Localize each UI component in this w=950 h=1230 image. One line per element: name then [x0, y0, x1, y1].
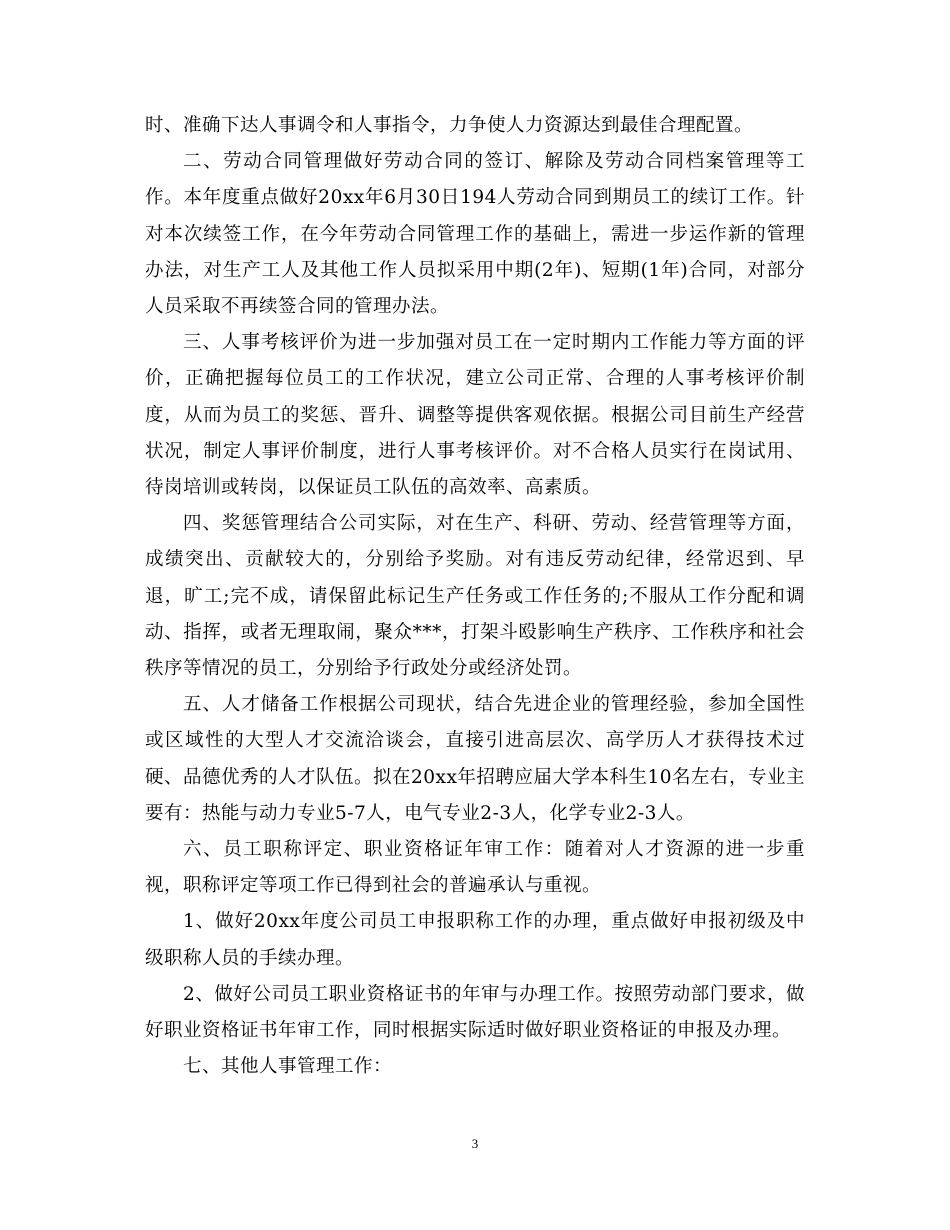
page-number: 3: [471, 1136, 479, 1151]
paragraph-rewards-penalties: 四、奖惩管理结合公司实际，对在生产、科研、劳动、经营管理等方面，成绩突出、贡献较大的，分别给予奖励。对有违反劳动纪律，经常迟到、早退，旷工;完不成，请保留此标记生产任务或工作任务的;不服从工作分配和调动、指挥，或者无理取闹，聚众***，打架斗殴影响生产秩序、工作秩序和社会秩序等情况的员工，分别给予行政处分或经济处罚。: [145, 513, 805, 680]
paragraph-title-evaluation: 六、员工职称评定、职业资格证年审工作：随着对人才资源的进一步重视，职称评定等项工作已得到社会的普遍承认与重视。: [145, 839, 805, 897]
paragraph-continuation: 时、准确下达人事调令和人事指令，力争使人力资源达到最佳合理配置。: [145, 115, 754, 136]
paragraph-other-work: 七、其他人事管理工作：: [183, 1056, 393, 1078]
paragraph-item-1: 1、做好20xx年度公司员工申报职称工作的办理，重点做好申报初级及中级职称人员的手续办理。: [145, 911, 805, 969]
document-body: [145, 108, 805, 1085]
paragraph-labor-contract: 二、劳动合同管理做好劳动合同的签订、解除及劳动合同档案管理等工作。本年度重点做好20xx年6月30日194人劳动合同到期员工的续订工作。针对本次续签工作，在今年劳动合同管理工作的基础上，需进一步运作新的管理办法，对生产工人及其他工作人员拟采用中期(2年)、短期(1年)合同，对部分人员采取不再续签合同的管理办法。: [145, 151, 805, 318]
paragraph-talent-reserve: 五、人才储备工作根据公司现状，结合先进企业的管理经验，参加全国性或区域性的大型人才交流洽谈会，直接引进高层次、高学历人才获得技术过硬、品德优秀的人才队伍。拟在20xx年招聘应届大学本科生10名左右，专业主要有：热能与动力专业5-7人，电气专业2-3人，化学专业2-3人。: [145, 694, 805, 824]
paragraph-personnel-evaluation: 三、人事考核评价为进一步加强对员工在一定时期内工作能力等方面的评价，正确把握每位员工的工作状况，建立公司正常、合理的人事考核评价制度，从而为员工的奖惩、晋升、调整等提供客观依据。根据公司目前生产经营状况，制定人事评价制度，进行人事考核评价。对不合格人员实行在岗试用、待岗培训或转岗，以保证员工队伍的高效率、高素质。: [145, 332, 805, 499]
paragraph-item-2: 2、做好公司员工职业资格证书的年审与办理工作。按照劳动部门要求，做好职业资格证书年审工作，同时根据实际适时做好职业资格证的申报及办理。: [145, 983, 805, 1042]
